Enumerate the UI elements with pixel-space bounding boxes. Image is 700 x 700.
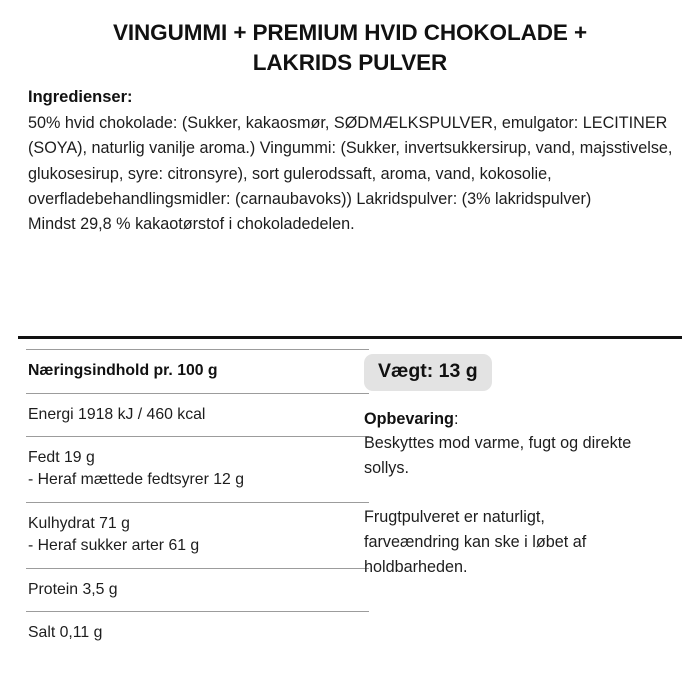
nutrition-table xyxy=(26,349,369,654)
details-columns xyxy=(0,349,700,654)
ingredients-section xyxy=(0,77,700,237)
table-row xyxy=(26,503,369,568)
nutrition-table-header-row xyxy=(26,350,369,393)
nutrition-subvalue: - Heraf mættede fedtsyrer 12 g xyxy=(28,471,244,489)
table-row xyxy=(26,394,369,436)
table-row xyxy=(26,569,369,611)
storage-section xyxy=(364,407,662,482)
page-title xyxy=(0,0,700,77)
page-title-line-2: LAKRIDS PULVER xyxy=(252,49,448,75)
nutrition-value: Energi 1918 kJ / 460 kcal xyxy=(28,405,206,423)
section-divider xyxy=(18,336,682,339)
cocoa-content-note: Mindst 29,8 % kakaotørstof i chokoladedelen. xyxy=(28,215,355,234)
table-row xyxy=(26,437,369,502)
nutrition-subvalue: - Heraf sukker arter 61 g xyxy=(28,537,200,555)
nutrition-value: Fedt 19 g xyxy=(28,448,95,466)
storage-heading xyxy=(364,407,662,431)
storage-text: Beskyttes mod varme, fugt og direkte sollys. xyxy=(364,434,632,478)
nutrition-value: Protein 3,5 g xyxy=(28,580,118,598)
fruit-powder-notice: Frugtpulveret er naturligt, farveændring kan ske i løbet af holdbarheden. xyxy=(364,507,587,577)
ingredients-text: 50% hvid chokolade: (Sukker, kakaosmør, SØDMÆLKSPULVER, emulgator: LECITINER (SOYA), naturlig vanilje aroma.) Vingummi: (Sukker, invertsukkersirup, vand, majsstivelse, glukosesirup, syre: citronsyre), sort gulerodssaft, aroma, vand, kokosolie, overfladebehandlingsmidler: (carnaubavoks)) Lakridspulver: (3% lakridspulver) xyxy=(28,114,673,208)
storage-heading-colon: : xyxy=(453,409,459,428)
ingredients-heading: Ingredienser: xyxy=(28,88,133,107)
table-row xyxy=(26,612,369,654)
nutrition-table-header: Næringsindhold pr. 100 g xyxy=(28,362,218,379)
page-title-line-1: VINGUMMI + PREMIUM HVID CHOKOLADE + xyxy=(112,20,588,45)
info-column xyxy=(352,349,662,580)
nutrition-value: Kulhydrat 71 g xyxy=(28,514,130,532)
weight-badge: Vægt: 13 g xyxy=(364,354,492,391)
storage-heading-label: Opbevaring xyxy=(364,409,454,428)
nutrition-value: Salt 0,11 g xyxy=(28,624,103,642)
nutrition-column xyxy=(0,349,352,654)
